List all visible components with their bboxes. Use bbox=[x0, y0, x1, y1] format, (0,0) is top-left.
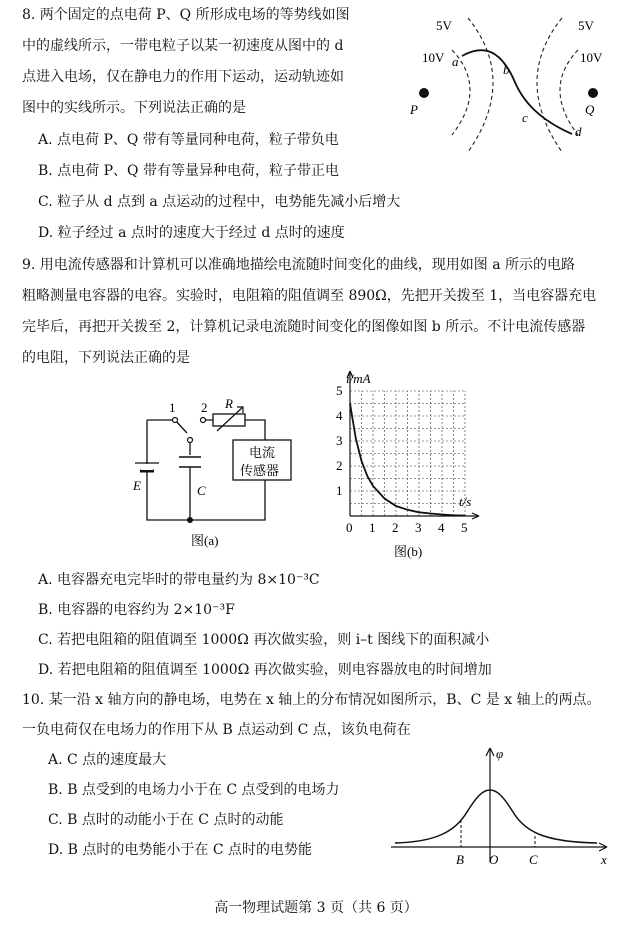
x-tick-label: 1 bbox=[369, 520, 376, 535]
switch-contact-1 bbox=[173, 418, 178, 423]
q9-line-3: 完毕后，再把开关拨至 2，计算机记录电流随时间变化的图像如图 b 所示。不计电流传感器 bbox=[22, 319, 586, 335]
switch-label-1: 1 bbox=[169, 400, 176, 415]
q8-option-d: D. 粒子经过 a 点时的速度大于经过 d 点时的速度 bbox=[38, 225, 345, 241]
emf-label: E bbox=[133, 478, 141, 493]
q9-option-a: A. 电容器充电完毕时的带电量约为 8×10⁻³C bbox=[38, 572, 320, 588]
x-tick-label: 2 bbox=[392, 520, 399, 535]
particle-trajectory bbox=[462, 50, 572, 134]
q8-option-c: C. 粒子从 d 点到 a 点运动的过程中，电势能先减小后增大 bbox=[38, 194, 401, 210]
charge-q-dot bbox=[588, 88, 598, 98]
q10-potential-figure bbox=[385, 742, 617, 870]
q9-option-c: C. 若把电阻箱的阻值调至 1000Ω 再次做实验，则 i–t 图线下的面积减小 bbox=[38, 632, 490, 648]
y-tick-label: 2 bbox=[336, 458, 343, 473]
graph-caption: 图(b) bbox=[394, 544, 423, 559]
q9-line-4: 的电阻，下列说法正确的是 bbox=[22, 350, 190, 366]
q10-line-1: 10. 某一沿 x 轴方向的静电场，电势在 x 轴上的分布情况如图所示，B、C 是 x 轴上的两点。 bbox=[22, 692, 601, 708]
q10-option-a: A. C 点的速度最大 bbox=[48, 752, 167, 768]
switch-contact-2 bbox=[201, 418, 206, 423]
y-tick-label: 1 bbox=[336, 483, 343, 498]
origin-label: O bbox=[489, 852, 499, 867]
phi-label: φ bbox=[496, 746, 504, 761]
point-c-label: C bbox=[529, 852, 538, 867]
y-tick-label: 3 bbox=[336, 433, 343, 448]
q10-option-d: D. B 点时的电势能小于在 C 点时的电势能 bbox=[48, 842, 312, 858]
y-axis-label: i/mA bbox=[346, 371, 371, 386]
charge-q-label: Q bbox=[585, 102, 595, 117]
sensor-label-line1: 电流 bbox=[249, 445, 276, 460]
resistor-label: R bbox=[225, 396, 233, 411]
y-tick-label: 5 bbox=[336, 383, 343, 398]
q9-option-b: B. 电容器的电容约为 2×10⁻³F bbox=[38, 602, 235, 618]
switch-pivot bbox=[188, 438, 193, 443]
q9-line-2: 粗略测量电容器的电容。实验时，电阻箱的阻值调至 890Ω，先把开关拨至 1，当电容器充电 bbox=[22, 288, 597, 304]
label-5v-right: 5V bbox=[578, 18, 594, 33]
label-10v-left: 10V bbox=[422, 50, 445, 65]
junction-dot bbox=[187, 517, 193, 523]
q9-current-time-graph bbox=[322, 368, 492, 560]
q9-line-1: 9. 用电流传感器和计算机可以准确地描绘电流随时间变化的曲线，现用如图 a 所示的电路 bbox=[22, 257, 576, 273]
x-tick-label: 3 bbox=[415, 520, 422, 535]
label-10v-right: 10V bbox=[580, 50, 603, 65]
point-b-label: B bbox=[456, 852, 464, 867]
equipotential-5v-left bbox=[468, 18, 493, 152]
page-footer: 高一物理试题第 3 页（共 6 页） bbox=[214, 900, 418, 916]
sensor-label-line2: 传感器 bbox=[240, 463, 280, 478]
q8-equipotential-figure bbox=[410, 10, 620, 160]
q9-circuit-figure bbox=[125, 395, 300, 550]
x-tick-label: 4 bbox=[438, 520, 445, 535]
potential-curve bbox=[395, 790, 597, 843]
x-tick-label: 0 bbox=[346, 520, 353, 535]
charge-p-label: P bbox=[410, 102, 418, 117]
label-5v-left: 5V bbox=[436, 18, 452, 33]
equipotential-5v-right bbox=[537, 18, 562, 152]
equipotential-10v-right bbox=[560, 50, 578, 135]
x-axis-label: t/s bbox=[459, 494, 472, 509]
capacitor-label: C bbox=[197, 483, 206, 498]
q8-line-3: 点进入电场，仅在静电力的作用下运动，运动轨迹如 bbox=[22, 69, 344, 85]
circuit-caption: 图(a) bbox=[191, 533, 219, 548]
q10-option-c: C. B 点时的动能小于在 C 点时的动能 bbox=[48, 812, 284, 828]
point-a-label: a bbox=[452, 54, 459, 69]
x-label: x bbox=[601, 852, 607, 867]
charge-p-dot bbox=[419, 88, 429, 98]
q8-line-1: 8. 两个固定的点电荷 P、Q 所形成电场的等势线如图 bbox=[22, 7, 350, 23]
q8-option-b: B. 点电荷 P、Q 带有等量异种电荷，粒子带正电 bbox=[38, 163, 339, 179]
point-d-label: d bbox=[575, 124, 582, 139]
q10-option-b: B. B 点受到的电场力小于在 C 点受到的电场力 bbox=[48, 782, 340, 798]
y-tick-label: 4 bbox=[336, 408, 343, 423]
q8-line-4: 图中的实线所示。下列说法正确的是 bbox=[22, 100, 246, 116]
point-c-label: c bbox=[522, 110, 528, 125]
point-b-label: b bbox=[503, 62, 510, 77]
switch-label-2: 2 bbox=[201, 400, 208, 415]
x-tick-label: 5 bbox=[461, 520, 468, 535]
q8-line-2: 中的虚线所示，一带电粒子以某一初速度从图中的 d bbox=[22, 38, 344, 54]
q9-option-d: D. 若把电阻箱的阻值调至 1000Ω 再次做实验，则电容器放电的时间增加 bbox=[38, 662, 492, 678]
q8-option-a: A. 点电荷 P、Q 带有等量同种电荷，粒子带负电 bbox=[38, 132, 339, 148]
q10-line-2: 一负电荷仅在电场力的作用下从 B 点运动到 C 点，该负电荷在 bbox=[22, 722, 411, 738]
